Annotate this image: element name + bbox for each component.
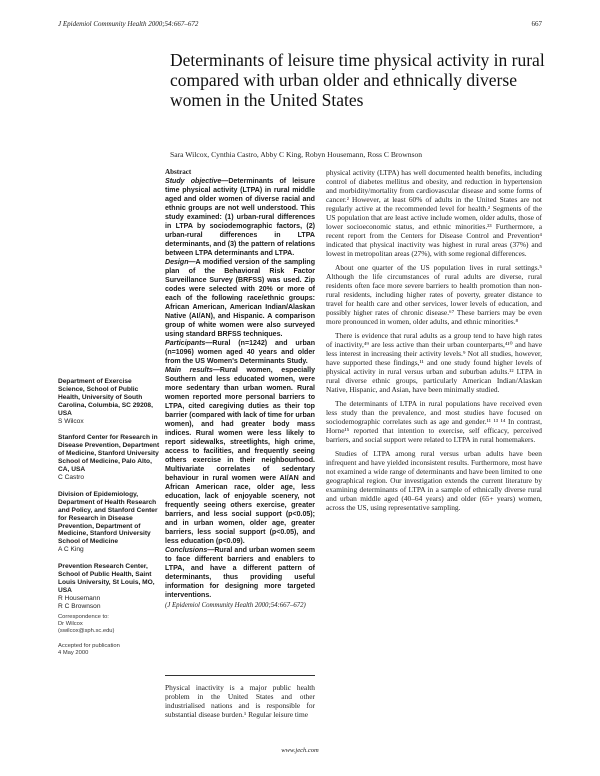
abstract-divider — [165, 675, 315, 676]
affiliation-org: Stanford Center for Research in Disease Prevention, Department of Medicine, Stanford University School of Medicine, Palo Alto, CA, USA — [58, 434, 160, 474]
body-paragraph: There is evidence that rural adults as a group tend to have high rates of inactivity,⁴⁹ are less active than their urban counterparts,⁴¹⁰ and have less interest in increasing their activity levels.⁹ Not all studies, however, have supported these findings,¹¹ and one study found higher levels of physical activity in rural versus urban and suburban adults.¹² LTPA in rural diverse ethnic groups, particularly American Indian/Alaskan Native, Hispanic, and Asian, have been minimally studied. — [326, 331, 542, 394]
participants-text: Rural (n=1242) and urban (n=1096) women aged 40 years and older from the US Women's Determinants Study. — [165, 340, 315, 365]
body-paragraph: About one quarter of the US population lives in rural settings.⁵ Although the life circumstances of rural adults are diverse, rural residents often face more severe barriers to health promotion than non-rural residents, including higher rates of poverty, greater distance to travel for health care and other services, lower levels of education, and possibly higher rates of chronic disease.⁶⁷ These barriers may be even more pronounced in women, older adults, and ethnic minorities.⁸ — [326, 263, 542, 326]
affiliation-3 — [58, 491, 160, 554]
abstract-participants — [165, 339, 315, 366]
journal-url: www.jech.com — [281, 747, 319, 754]
intro-paragraph-start: Physical inactivity is a major public health problem in the United States and other industrialised nations and is responsible for substantial disease burden.¹ Regular leisure time — [165, 683, 315, 719]
affiliation-person: A C King — [58, 546, 84, 554]
body-paragraph: physical activity (LTPA) has well documented health benefits, including control of diabetes mellitus and obesity, and reduction in hypertension and morbidity/mortality from cardiovascular disease and some forms of cancer.² However, at least 60% of adults in the United States are not regularly active at the recommended level for health.² Segments of the US population that are least active include women, older adults, those of lower socioeconomic status, and ethnic minorities.²³ Furthermore, a recent report from the Centers for Disease Control and Prevention⁴ indicated that physical inactivity was highest in rural areas (37%) and lowest in metropolitan areas (27%), with some regional differences. — [326, 168, 542, 258]
results-text: Rural women, especially Southern and less educated women, were more sedentary than urban women. Rural women reported more personal barriers to LTPA, cited caregiving duties as their top barrier (compared with lack of time for urban women), and had greater body mass indices. Rural women were less likely to report sidewalks, streetlights, high crime, access to facilities, and frequently seeing others exercise in their neighbourhood. Multivariate correlates of sedentary behaviour in rural women were AI/AN and African American race, older age, less education, lack of enjoyable scenery, not frequently seeing others exercise, greater barriers, and less social support (p<0.05); and in urban women, older age, greater barriers, less social support (p<0.05), and less education (p<0.09). — [165, 367, 315, 545]
participants-label: Participants— — [165, 340, 213, 347]
accepted-date: Accepted for publication 4 May 2000 — [58, 642, 120, 656]
objective-label: Study objective— — [165, 178, 229, 185]
affiliation-org: Prevention Research Center, School of Public Health, Saint Louis University, St Louis, MO, USA — [58, 563, 155, 594]
affiliation-org: Department of Exercise Science, School of Public Health, University of South Carolina, Columbia, SC 29208, USA — [58, 378, 153, 417]
affiliation-1 — [58, 378, 160, 425]
affiliation-person: S Wilcox — [58, 417, 84, 425]
abstract-design — [165, 258, 315, 339]
page-number: 667 — [531, 20, 542, 28]
affiliation-4 — [58, 563, 160, 610]
affiliation-2 — [58, 434, 160, 481]
running-head: J Epidemiol Community Health 2000;54:667–672 — [58, 20, 199, 28]
affiliation-org: Division of Epidemiology, Department of Health Research and Policy, and Stanford Center for Research in Disease Prevention, Department of Medicine, Stanford University School of Medicine — [58, 490, 158, 546]
affiliation-person: C Castro — [58, 473, 85, 481]
author-list: Sara Wilcox, Cynthia Castro, Abby C King, Robyn Housemann, Ross C Brownson — [170, 150, 423, 159]
objective-text: Determinants of leisure time physical activity (LTPA) in rural middle aged and older women of diverse racial and ethnic groups are not well understood. This study examined: (1) urban-rural differences in LTPA by sociodemographic factors, (2) urban-rural differences in LTPA determinants, and (3) the pattern of relations between LTPA determinants and LTPA. — [165, 178, 315, 257]
abstract-results — [165, 366, 315, 546]
affiliation-person: R Housemann R C Brownson — [58, 594, 101, 610]
results-label: Main results— — [165, 367, 220, 374]
conclusions-label: Conclusions— — [165, 547, 215, 554]
article-title: Determinants of leisure time physical activity in rural compared with urban older and ethnically diverse women in the United States — [170, 50, 545, 110]
body-paragraph: The determinants of LTPA in rural populations have received even less study than the prevalence, and most studies have focused on sociodemographic correlates such as age and gender.¹¹ ¹³ ¹⁴ In contrast, Horne¹⁵ reported that intention to exercise, self efficacy, perceived barriers, and social support were related to LTPA in rural homemakers. — [326, 399, 542, 444]
abstract-heading: Abstract — [165, 168, 192, 176]
conclusions-text: Rural and urban women seem to face different barriers and enablers to LTPA, and have a different pattern of determinants, thus providing useful information for designing more targeted interventions. — [165, 547, 315, 599]
correspondence: Correspondence to: Dr Wilcox (swilcox@sph.sc.edu) — [58, 613, 115, 634]
abstract-citation: (J Epidemiol Community Health 2000;54:667–672) — [165, 602, 306, 609]
design-text: A modified version of the sampling plan of the Behavioral Risk Factor Surveillance Survey (BRFSS) was used. Zip codes were selected with 20% or more of each of the following race/ethnic groups: African American, American Indian/Alaskan Native (AI/AN), and Hispanic. A comparison group of white women were also surveyed using standard BRFSS techniques. — [165, 259, 315, 338]
body-text-column — [326, 168, 542, 517]
abstract-conclusions — [165, 546, 315, 600]
abstract-objective — [165, 177, 315, 258]
body-paragraph: Studies of LTPA among rural versus urban adults have been infrequent and have yielded inconsistent results. Furthermore, most have not examined a wide range of determinants and have been limited to one geographical region. Our investigation extends the current literature by examining determinants of LTPA in a sample of ethnically diverse rural and urban middle aged (40–64 years) and older (65+ years) women, across the US, using representative sampling. — [326, 449, 542, 512]
affiliations — [58, 378, 160, 657]
abstract — [165, 168, 315, 610]
design-label: Design— — [165, 259, 196, 266]
